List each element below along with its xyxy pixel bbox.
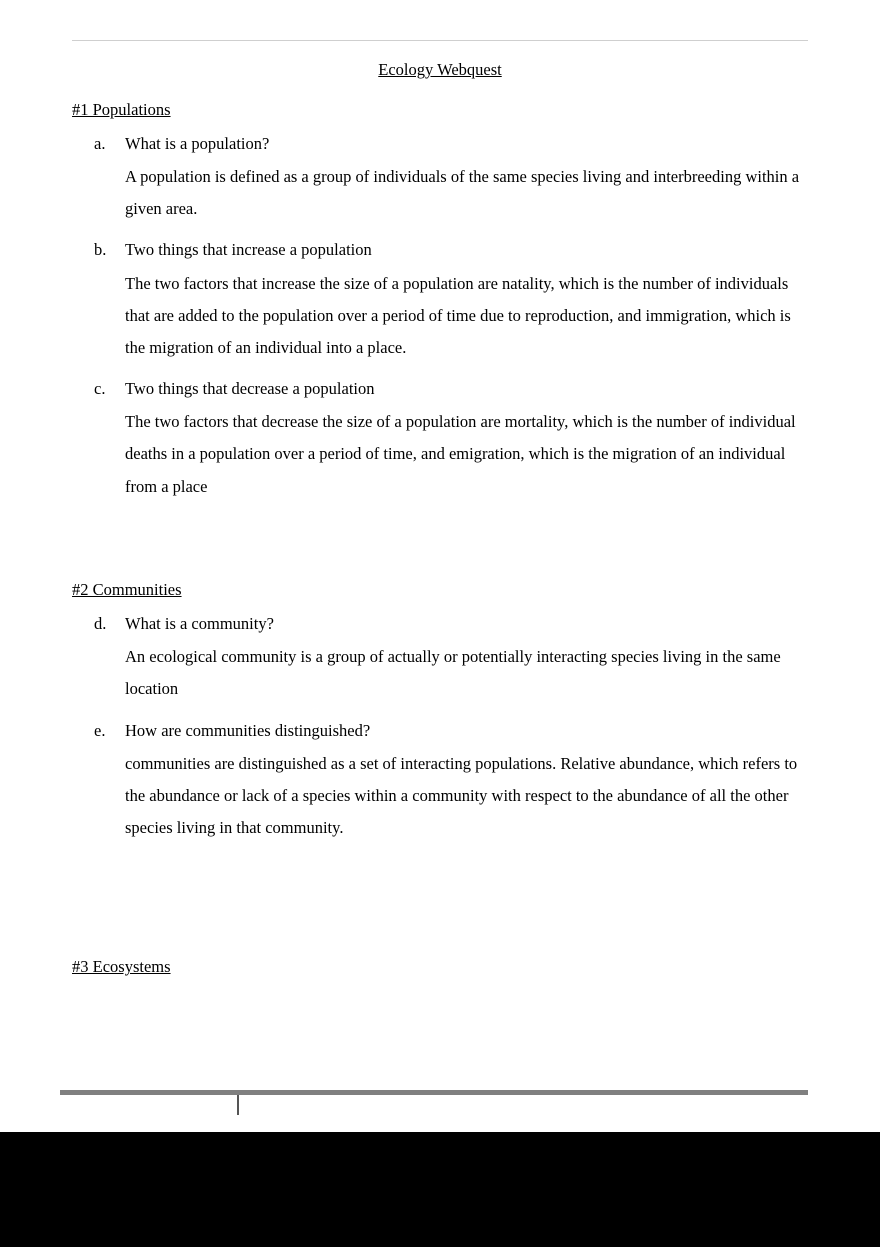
list-item-answer: A population is defined as a group of individuals of the same species living and interbreeding within a given area.	[125, 166, 800, 219]
document-body	[72, 56, 808, 976]
qa-list-populations	[72, 133, 808, 503]
page-top-divider	[72, 40, 808, 41]
section-spacer	[72, 844, 808, 936]
section-heading-populations	[72, 101, 808, 119]
viewport-letterbox	[0, 1132, 880, 1247]
qa-list-communities	[72, 613, 808, 844]
list-item	[72, 133, 808, 226]
list-item	[72, 378, 808, 503]
list-item-question: Two things that decrease a population	[125, 379, 375, 399]
text-cursor	[237, 1095, 239, 1115]
list-item-question: What is a population?	[125, 133, 270, 153]
list-item-answer: The two factors that decrease the size of a population are mortality, which is the number of individual deaths in a population over a period of time, and emigration, which is the migration of an individual from a place	[125, 412, 796, 496]
list-item-question: What is a community?	[125, 613, 274, 633]
list-item-marker: a.	[94, 133, 106, 153]
list-item	[72, 239, 808, 364]
list-item-question: How are communities distinguished?	[125, 720, 371, 740]
list-item-marker: d.	[94, 613, 107, 633]
page-title-text: Ecology Webquest	[378, 60, 502, 79]
list-item-marker: b.	[94, 240, 107, 260]
list-item-question: Two things that increase a population	[125, 240, 372, 260]
list-item-answer: An ecological community is a group of actually or potentially interacting species living in the same location	[125, 647, 781, 699]
section-heading-communities	[72, 581, 808, 599]
section-heading-communities-text: #2 Communities	[72, 579, 182, 599]
list-item	[72, 720, 808, 845]
list-item	[72, 613, 808, 706]
page-bottom-divider	[60, 1090, 808, 1095]
section-spacer	[72, 503, 808, 559]
list-item-marker: e.	[94, 720, 106, 740]
page-title	[72, 56, 808, 79]
section-heading-ecosystems-text: #3 Ecosystems	[72, 957, 171, 977]
section-heading-ecosystems	[72, 958, 808, 976]
section-heading-populations-text: #1 Populations	[72, 99, 171, 119]
list-item-marker: c.	[94, 379, 106, 399]
list-item-answer: The two factors that increase the size of a population are natality, which is the number of individuals that are added to the population over a period of time due to reproduction, and immigration, which is the migration of an individual into a place.	[125, 273, 791, 357]
list-item-answer: communities are distinguished as a set of interacting populations. Relative abundance, which refers to the abundance or lack of a species within a community with respect to the abundance of all the other species living in that community.	[125, 753, 798, 838]
